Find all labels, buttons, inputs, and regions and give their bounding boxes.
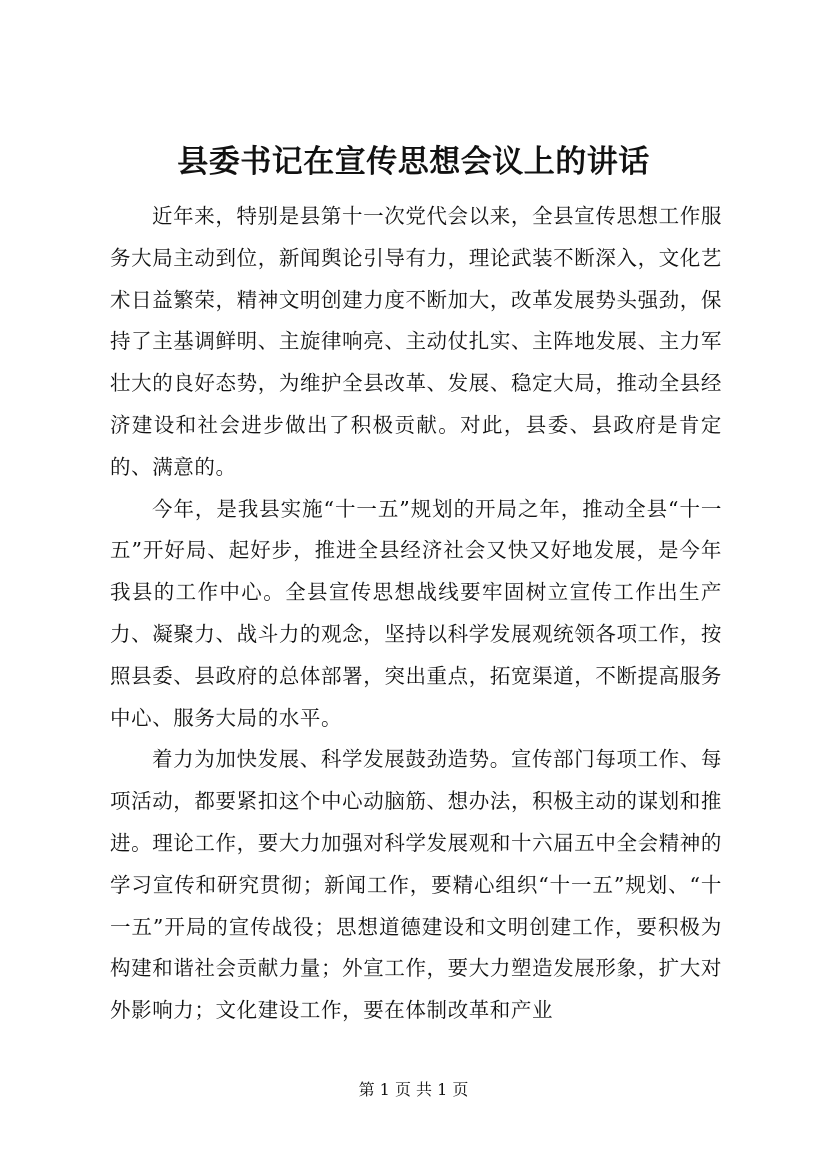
- document-body: [110, 196, 722, 1032]
- paragraph-2: 今年，是我县实施“十一五”规划的开局之年，推动全县“十一五”开好局、起好步，推进全县经济社会又快又好地发展，是今年我县的工作中心。全县宣传思想战线要牢固树立宣传工作出生产力、凝聚力、战斗力的观念，坚持以科学发展观统领各项工作，按照县委、县政府的总体部署，突出重点，拓宽渠道，不断提高服务中心、服务大局的水平。: [110, 496, 722, 730]
- page-number-footer: 第 1 页 共 1 页: [358, 1080, 469, 1099]
- paragraph-3: 着力为加快发展、科学发展鼓劲造势。宣传部门每项工作、每项活动，都要紧扣这个中心动脑筋、想办法，积极主动的谋划和推进。理论工作，要大力加强对科学发展观和十六届五中全会精神的学习宣传和研究贯彻；新闻工作，要精心组织“十一五”规划、“十一五”开局的宣传战役；思想道德建设和文明创建工作，要积极为构建和谐社会贡献力量；外宣工作，要大力塑造发展形象，扩大对外影响力；文化建设工作，要在体制改革和产业: [110, 747, 722, 1023]
- document-title: 县委书记在宣传思想会议上的讲话: [177, 144, 650, 180]
- paragraph-1: 近年来，特别是县第十一次党代会以来，全县宣传思想工作服务大局主动到位，新闻舆论引导有力，理论武装不断深入，文化艺术日益繁荣，精神文明创建力度不断加大，改革发展势头强劲，保持了主基调鲜明、主旋律响亮、主动仗扎实、主阵地发展、主力军壮大的良好态势，为维护全县改革、发展、稳定大局，推动全县经济建设和社会进步做出了积极贡献。对此，县委、县政府是肯定的、满意的。: [110, 204, 722, 479]
